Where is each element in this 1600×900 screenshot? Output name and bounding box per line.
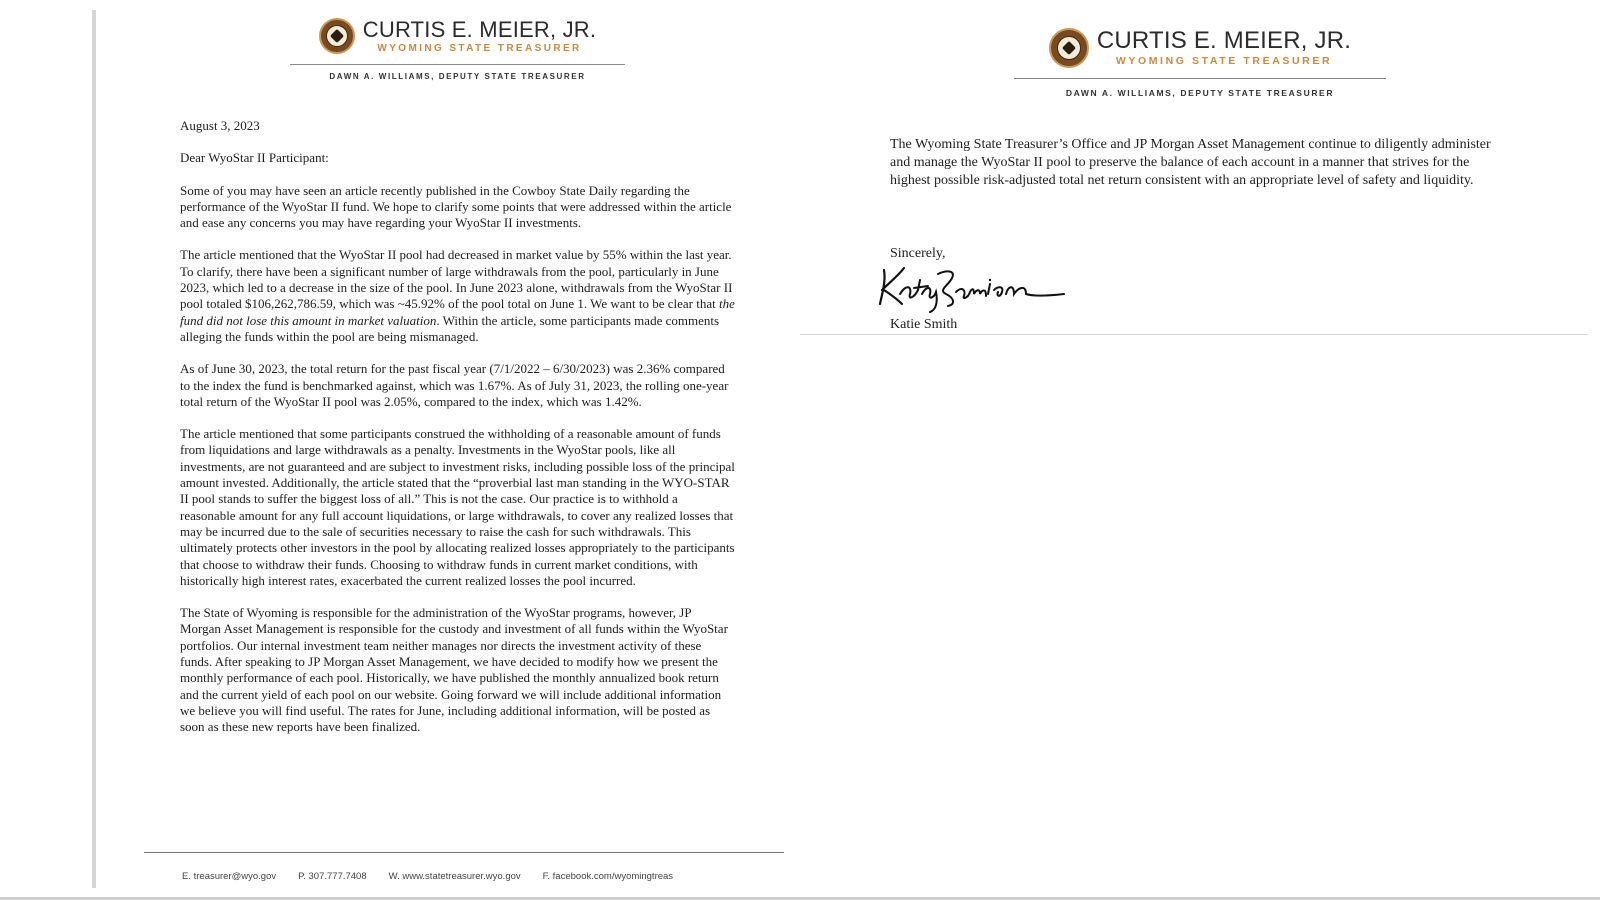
deputy-treasurer: DAWN A. WILLIAMS, DEPUTY STATE TREASURER <box>329 72 586 81</box>
paragraph-administration: The State of Wyoming is responsible for the administration of the WyoStar programs, however, JP Morgan Asset Management is responsible for the custody and investment of all funds within the WyoStar portfolios. Our internal investment team neither manages nor directs the investment activity of these funds. After speaking to JP Morgan Asset Management, we have decided to modify how we present the monthly performance of each pool. Historically, we have published the monthly annualized book return and the current yield of each pool on our website. Going forward we will include additional information we believe you will find useful. The rates for June, including additional information, will be posted as soon as these new reports have been finalized. <box>180 605 728 735</box>
letterhead <box>290 18 625 81</box>
letterhead-rule <box>1014 78 1386 79</box>
treasurer-name: CURTIS E. MEIER, JR. <box>362 16 597 42</box>
letter-footer <box>182 871 673 882</box>
page-2-divider <box>800 334 1588 335</box>
letter-body-page-2 <box>890 136 1502 206</box>
letter-date: August 3, 2023 <box>180 118 260 133</box>
letter-body <box>180 118 735 752</box>
footer-facebook: F. facebook.com/wyomingtreas <box>542 871 674 882</box>
footer-website: W. www.statetreasurer.wyo.gov <box>388 871 521 882</box>
paragraph-returns: As of June 30, 2023, the total return for the past fiscal year (7/1/2022 – 6/30/2023) was 2.36% compared to the index the fund is benchmarked against, which was 1.67%. As of July 31, 2023, the rolling one-year total return of the WyoStar II pool was 2.05%, compared to the index, which was 1.42%. <box>180 361 729 409</box>
treasurer-name: CURTIS E. MEIER, JR. <box>1096 27 1352 55</box>
salutation: Dear WyoStar II Participant: <box>180 150 329 166</box>
treasurer-title: WYOMING STATE TREASURER <box>377 42 582 54</box>
signatory-name: Katie Smith <box>890 317 958 332</box>
state-seal-icon <box>1049 28 1089 68</box>
footer-email: E. treasurer@wyo.gov <box>182 871 277 882</box>
letterhead-brand-page-2 <box>1014 28 1386 68</box>
footer-phone: P. 307.777.7408 <box>298 871 367 882</box>
state-seal-icon <box>319 18 355 54</box>
letterhead-page-2 <box>1014 28 1386 98</box>
closing: Sincerely, <box>890 246 946 261</box>
letterhead-brand <box>290 18 625 54</box>
paragraph-article-intro: Some of you may have seen an article recently published in the Cowboy State Daily regarding the performance of the WyoStar II fund. We hope to clarify some points that were addressed within the article and ease any concerns you may have regarding your WyoStar II investments. <box>180 182 732 231</box>
letter-page-2 <box>800 0 1600 340</box>
deputy-treasurer: DAWN A. WILLIAMS, DEPUTY STATE TREASURER <box>1065 88 1335 98</box>
footer-rule <box>144 852 784 853</box>
treasurer-title: WYOMING STATE TREASURER <box>1115 55 1333 68</box>
paragraph-market-value: The article mentioned that the WyoStar II pool had decreased in market value by 55% within the last year. To clarify, there have been a significant number of large withdrawals from the pool, particularly in June 2023, which led to a decrease in the size of the pool. In June 2023 alone, withdrawals from the WyoStar II pool totaled $106,262,786.59, which was ~45.92% of the pool total on June 1. We want to be clear that the fund did not lose this amount in market valuation. Within the article, some participants made comments alleging the funds within the pool are being mismanaged. <box>180 247 735 344</box>
paragraph-withholding: The article mentioned that some participants construed the withholding of a reasonable amount of funds from liquidations and large withdrawals as a penalty. Investments in the WyoStar pools, like all investments, are not guaranteed and are subject to investment risks, including possible loss of the principal amount invested. Additionally, the article stated that the “proverbial last man standing in the WYO-STAR II pool stands to suffer the biggest loss of all.” This is not the case. Our practice is to withhold a reasonable amount for any full account liquidations, or large withdrawals, to cover any realized losses that may be incurred due to the sale of securities necessary to raise the cash for such withdrawals. This ultimately protects other investors in the pool by allocating realized losses appropriately to the participants that choose to withdraw their funds. Choosing to withdraw funds in current market conditions, with historically high interest rates, exacerbated the current realized losses the pool incurred. <box>180 426 735 588</box>
handwritten-signature <box>876 260 1076 314</box>
letter-page-1 <box>100 0 800 900</box>
paragraph-commitment: The Wyoming State Treasurer’s Office and JP Morgan Asset Management continue to diligently administer and manage the WyoStar II pool to preserve the balance of each account in a manner that strives for the highest possible risk-adjusted total net return consistent with an appropriate level of safety and liquidity. <box>890 137 1491 188</box>
left-margin-rule <box>92 10 96 888</box>
emphasis-fund-not-lost: the fund did not lose this amount in market valuation <box>180 296 735 328</box>
letterhead-rule <box>290 64 625 65</box>
